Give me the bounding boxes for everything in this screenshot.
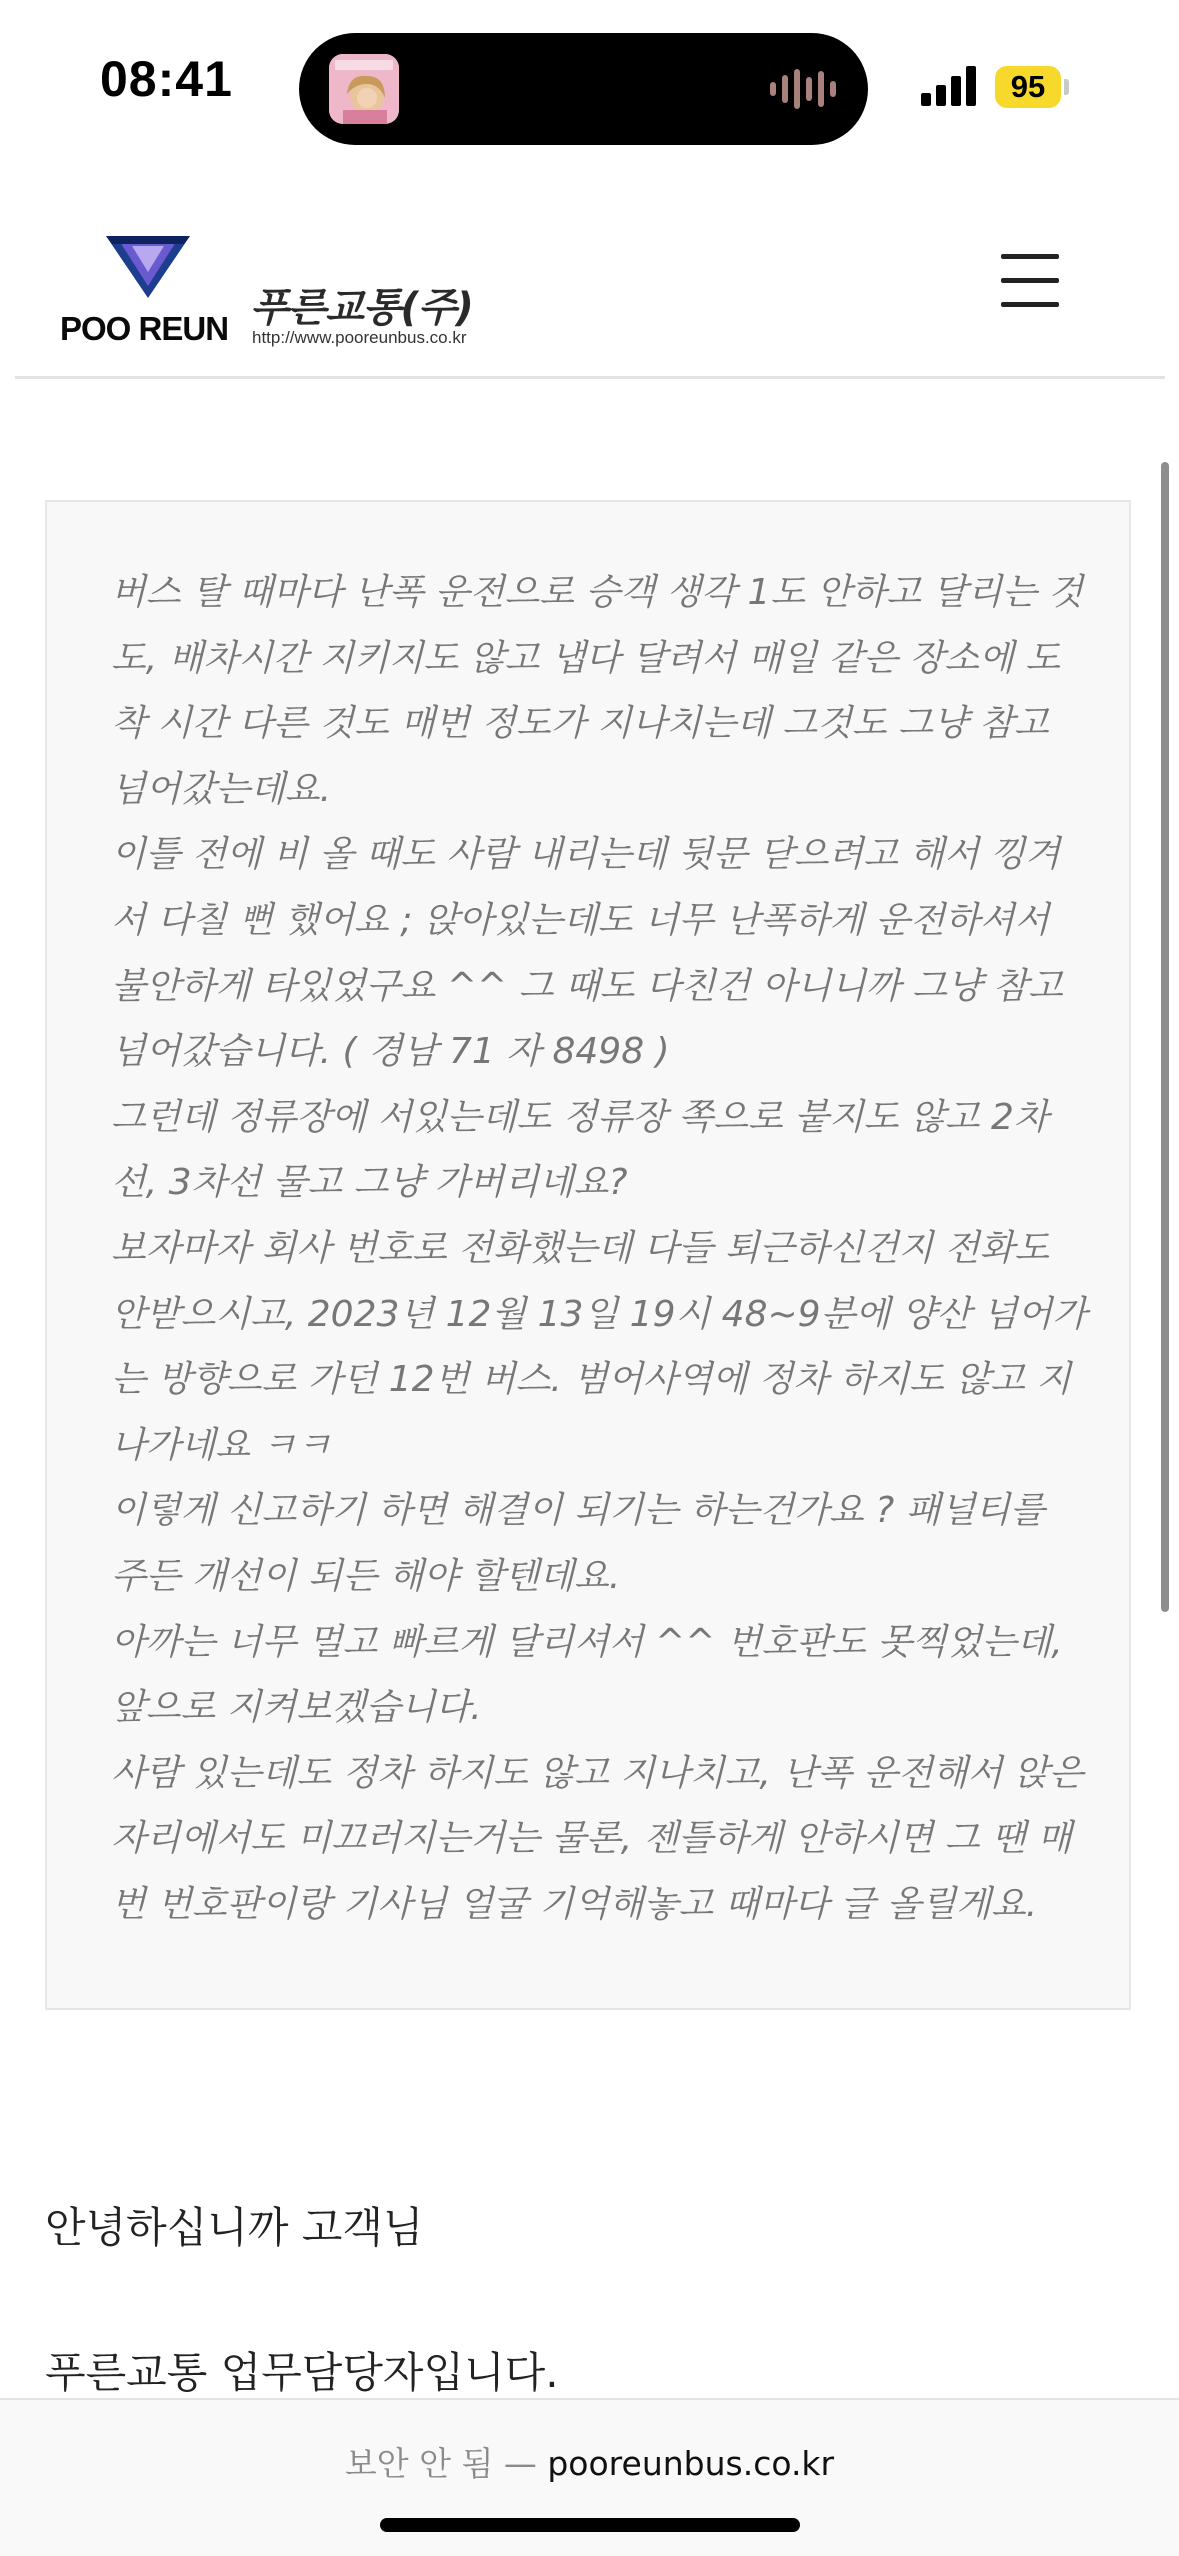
logo-url: http://www.pooreunbus.co.kr <box>252 328 467 347</box>
menu-line <box>1001 254 1059 259</box>
complaint-line: 아까는 너무 멀고 빠르게 달리셔서 ^^ 번호판도 못찍었는데, <box>111 1621 1063 1663</box>
header-divider <box>15 376 1165 379</box>
address-domain: pooreunbus.co.kr <box>547 2444 835 2483</box>
menu-line <box>1001 302 1059 307</box>
status-time: 08:41 <box>100 51 233 107</box>
status-bar <box>0 0 1179 150</box>
complaint-line: 안받으시고, 2023년 12월 13일 19시 48~9분에 양산 넘어가 <box>111 1293 1087 1335</box>
logo-company-name: 푸른교통(주) <box>250 285 473 331</box>
complaint-line: 주든 개선이 되든 해야 할텐데요. <box>111 1555 621 1597</box>
complaint-line: 이틀 전에 비 올 때도 사람 내리는데 뒷문 닫으려고 해서 낑겨 <box>111 834 1061 876</box>
logo-wordmark: POO REUN <box>60 310 229 347</box>
complaint-line: 버스 탈 때마다 난폭 운전으로 승객 생각 1도 안하고 달리는 것 <box>111 572 1083 613</box>
complaint-text <box>111 560 1111 1937</box>
page-scrollbar[interactable] <box>1161 462 1169 1612</box>
complaint-line: 나가네요 ㅋㅋ <box>111 1424 332 1466</box>
logo-mark-icon <box>100 232 196 302</box>
battery-level: 95 <box>1010 69 1046 104</box>
menu-line <box>1001 278 1059 283</box>
reply-greeting: 안녕하십니까 고객님 <box>45 2203 424 2252</box>
complaint-line: 도, 배차시간 지키지도 않고 냅다 달려서 매일 같은 장소에 도 <box>111 637 1061 679</box>
complaint-line: 넘어갔는데요. <box>111 768 332 810</box>
site-header <box>0 200 1179 378</box>
waveform-icon <box>768 67 838 111</box>
complaint-line: 선, 3차선 물고 그냥 가버리네요? <box>111 1162 628 1204</box>
site-logo[interactable] <box>60 232 490 347</box>
address-field[interactable] <box>0 2438 1179 2485</box>
reply-intro: 푸른교통 업무담당자입니다. <box>45 2348 559 2397</box>
battery-icon <box>995 66 1069 108</box>
complaint-line: 번 번호판이랑 기사님 얼굴 기억해놓고 때마다 글 올릴게요. <box>111 1883 1038 1925</box>
complaint-line: 이렇게 신고하기 하면 해결이 되기는 하는건가요 ? 패널티를 <box>111 1490 1045 1532</box>
complaint-line: 사람 있는데도 정차 하지도 않고 지나치고, 난폭 운전해서 앉은 <box>111 1752 1084 1794</box>
complaint-line: 보자마자 회사 번호로 전화했는데 다들 퇴근하신건지 전화도 <box>111 1227 1050 1269</box>
security-status: 보안 안 됨 — <box>344 2444 537 2483</box>
complaint-line: 는 방향으로 가던 12번 버스. 범어사역에 정차 하지도 않고 지 <box>111 1359 1072 1401</box>
album-art-icon[interactable] <box>329 54 399 124</box>
complaint-line: 착 시간 다른 것도 매번 정도가 지나치는데 그것도 그냥 참고 <box>111 703 1049 745</box>
home-indicator[interactable] <box>380 2518 800 2532</box>
complaint-line: 불안하게 타있었구요 ^^ 그 때도 다친건 아니니까 그냥 참고 <box>111 965 1063 1007</box>
dynamic-island[interactable] <box>299 33 868 145</box>
complaint-line: 서 다칠 뻔 했어요 ; 앉아있는데도 너무 난폭하게 운전하셔서 <box>111 899 1050 941</box>
hamburger-menu-icon[interactable] <box>990 248 1070 314</box>
complaint-line: 자리에서도 미끄러지는거는 물론, 젠틀하게 안하시면 그 땐 매 <box>111 1818 1072 1860</box>
complaint-line: 앞으로 지켜보겠습니다. <box>111 1687 482 1729</box>
complaint-quote-box <box>45 500 1131 2010</box>
complaint-line: 넘어갔습니다. ( 경남 71 자 8498 ) <box>111 1031 670 1073</box>
cellular-signal-icon <box>921 66 979 106</box>
browser-address-bar[interactable] <box>0 2398 1179 2556</box>
battery-tip <box>1064 79 1069 95</box>
complaint-line: 그런데 정류장에 서있는데도 정류장 쪽으로 붙지도 않고 2차 <box>111 1096 1049 1138</box>
